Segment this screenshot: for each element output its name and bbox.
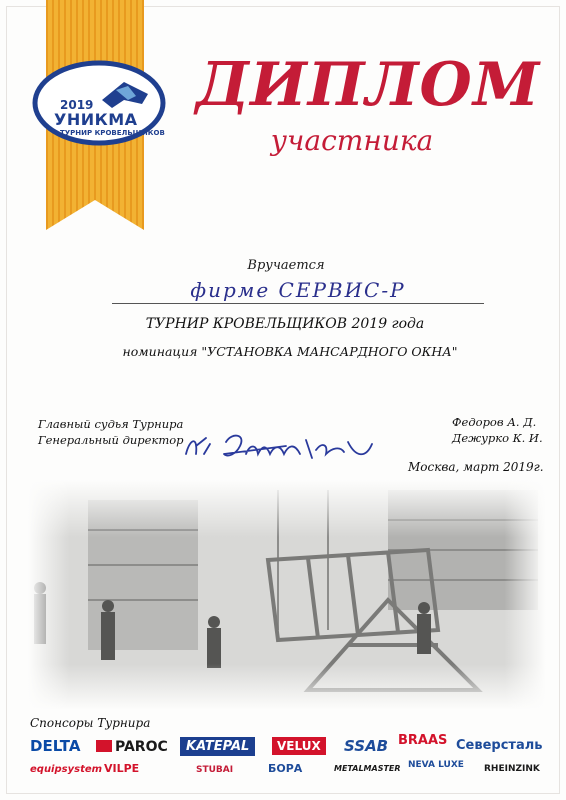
signatory-titles: [38, 416, 184, 448]
sponsor-logo-neva-luxe: NEVA LUXE: [408, 760, 464, 770]
nomination-text: номинация "УСТАНОВКА МАНСАРДНОГО ОКНА": [122, 344, 458, 359]
sponsor-logo-bora: БОРА: [268, 762, 303, 775]
signatory-name-judge: Федоров А. Д.: [452, 415, 537, 429]
sponsor-logo-rheinzink: RHEINZINK: [484, 764, 540, 774]
signatory-name-director: Дежурко К. И.: [452, 431, 543, 445]
warehouse-photo: [28, 480, 546, 710]
place-date: Москва, март 2019г.: [408, 460, 544, 474]
paroc-mark-icon: [96, 740, 112, 752]
sponsor-logo-delta: DELTA: [30, 737, 81, 755]
sponsor-logo-metalmaster: METALMASTER: [334, 764, 401, 773]
sponsor-logo-ssab: SSAB: [344, 737, 389, 755]
sponsor-logo-katepal: KATEPAL: [180, 737, 255, 756]
sponsor-logo-stubai: STUBAI: [196, 765, 234, 775]
signatory-title-director: Генеральный директор: [38, 433, 184, 447]
sponsors-label: Спонсоры Турнира: [30, 716, 151, 730]
sponsor-logo-velux: VELUX: [272, 737, 326, 755]
recipient-underline: [112, 303, 484, 304]
signatory-title-judge: Главный судья Турнира: [38, 417, 184, 431]
sponsor-logo-equipsystem: equipsystem: [30, 764, 103, 775]
event-name: ТУРНИР КРОВЕЛЬЩИКОВ 2019 года: [145, 316, 425, 332]
sponsor-logo-severstal: Северсталь: [456, 738, 543, 753]
diploma-title: ДИПЛОМ: [195, 50, 541, 120]
medal-brand: УНИКМА: [54, 110, 138, 129]
sponsor-logo-paroc-text: PAROC: [115, 739, 168, 755]
medal-year: 2019: [60, 98, 94, 112]
sponsor-logo-vilpe: VILPE: [104, 762, 140, 775]
sponsor-logo-braas: BRAAS: [398, 733, 448, 748]
handwritten-signature: [176, 424, 386, 470]
signatory-names: [452, 414, 543, 446]
medal-subtitle: ТУРНИР КРОВЕЛЬЩИКОВ: [60, 129, 165, 137]
recipient-name: фирме СЕРВИС-Р: [190, 278, 406, 302]
sponsor-logo-paroc: [96, 739, 168, 755]
awarded-label: Вручается: [247, 258, 325, 273]
diploma-subtitle: участника: [270, 124, 434, 157]
